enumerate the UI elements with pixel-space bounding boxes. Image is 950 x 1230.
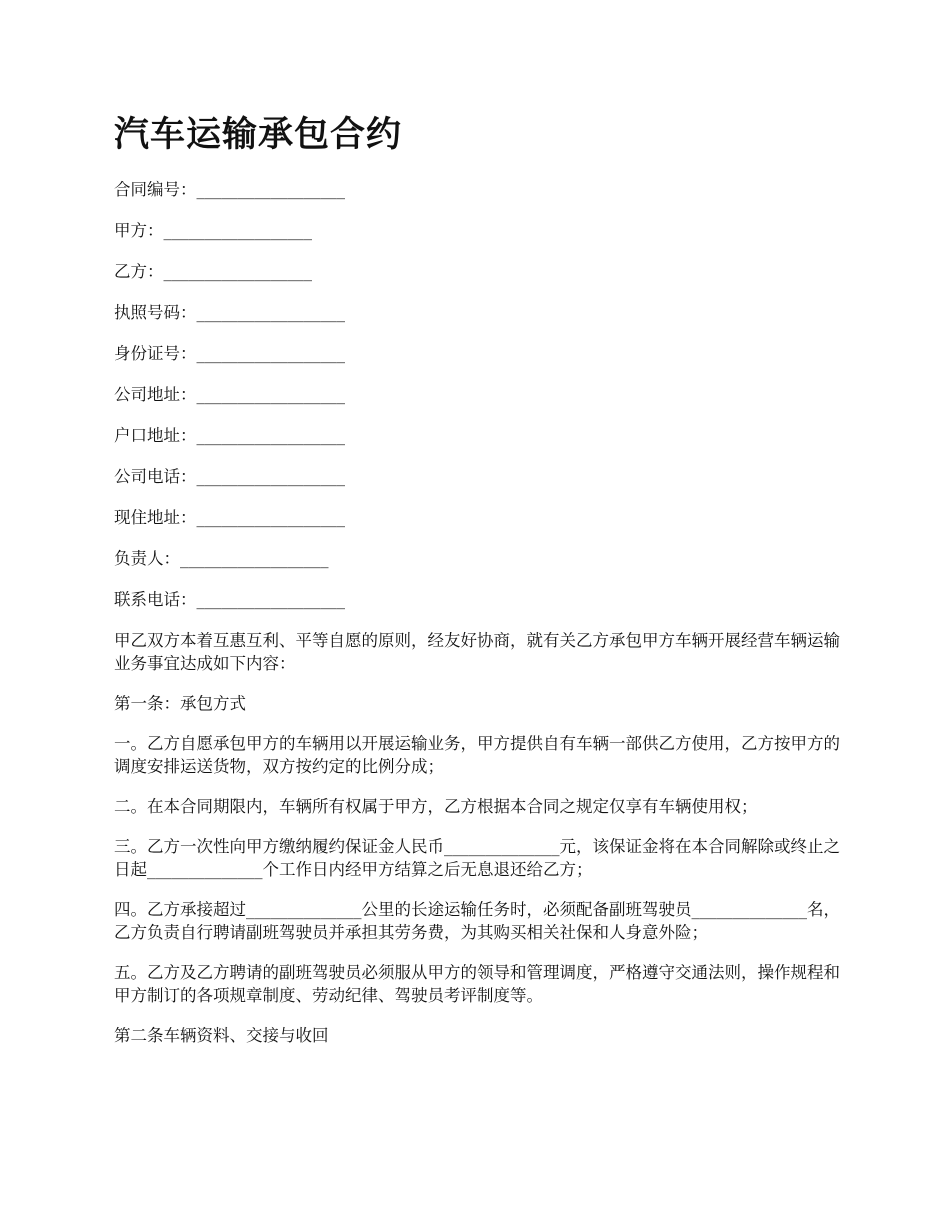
contract-body xyxy=(114,629,840,1047)
article-1-clause-2: 二。在本合同期限内，车辆所有权属于甲方，乙方根据本合同之规定仅享有车辆使用权； xyxy=(114,797,758,816)
field-person-in-charge: 负责人：__________________ xyxy=(114,549,329,568)
field-company-address: 公司地址：__________________ xyxy=(114,385,345,404)
article-2-heading: 第二条车辆资料、交接与收回 xyxy=(114,1026,329,1045)
article-1-clause-4: 四。乙方承接超过______________公里的长途运输任务时，必须配备副班驾驶员______________名，乙方负责自行聘请副班驾驶员并承担其劳务费，为其购买相关社保和人身意外险； xyxy=(114,900,840,942)
field-id-number: 身份证号：__________________ xyxy=(114,344,345,363)
party-info-fields xyxy=(114,178,840,612)
article-1-clause-5: 五。乙方及乙方聘请的副班驾驶员必须服从甲方的领导和管理调度，严格遵守交通法则，操作规程和甲方制订的各项规章制度、劳动纪律、驾驶员考评制度等。 xyxy=(114,963,840,1005)
field-household-address: 户口地址：__________________ xyxy=(114,426,345,445)
field-party-b: 乙方：__________________ xyxy=(114,262,312,281)
field-party-a: 甲方：__________________ xyxy=(114,221,312,240)
field-contract-number: 合同编号：__________________ xyxy=(114,180,345,199)
article-1-clause-3: 三。乙方一次性向甲方缴纳履约保证金人民币______________元，该保证金将在本合同解除或终止之日起______________个工作日内经甲方结算之后无息退还给乙方； xyxy=(114,837,840,879)
document-page xyxy=(114,112,840,1064)
article-1-heading: 第一条：承包方式 xyxy=(114,694,246,713)
field-current-address: 现住地址：__________________ xyxy=(114,508,345,527)
document-title: 汽车运输承包合约 xyxy=(114,115,403,155)
field-contact-phone: 联系电话：__________________ xyxy=(114,590,345,609)
article-1-clause-1: 一。乙方自愿承包甲方的车辆用以开展运输业务，甲方提供自有车辆一部供乙方使用，乙方按甲方的调度安排运送货物，双方按约定的比例分成； xyxy=(114,734,840,776)
preamble-paragraph: 甲乙双方本着互惠互利、平等自愿的原则，经友好协商，就有关乙方承包甲方车辆开展经营车辆运输业务事宜达成如下内容： xyxy=(114,631,840,673)
field-company-phone: 公司电话：__________________ xyxy=(114,467,345,486)
field-license-number: 执照号码：__________________ xyxy=(114,303,345,322)
